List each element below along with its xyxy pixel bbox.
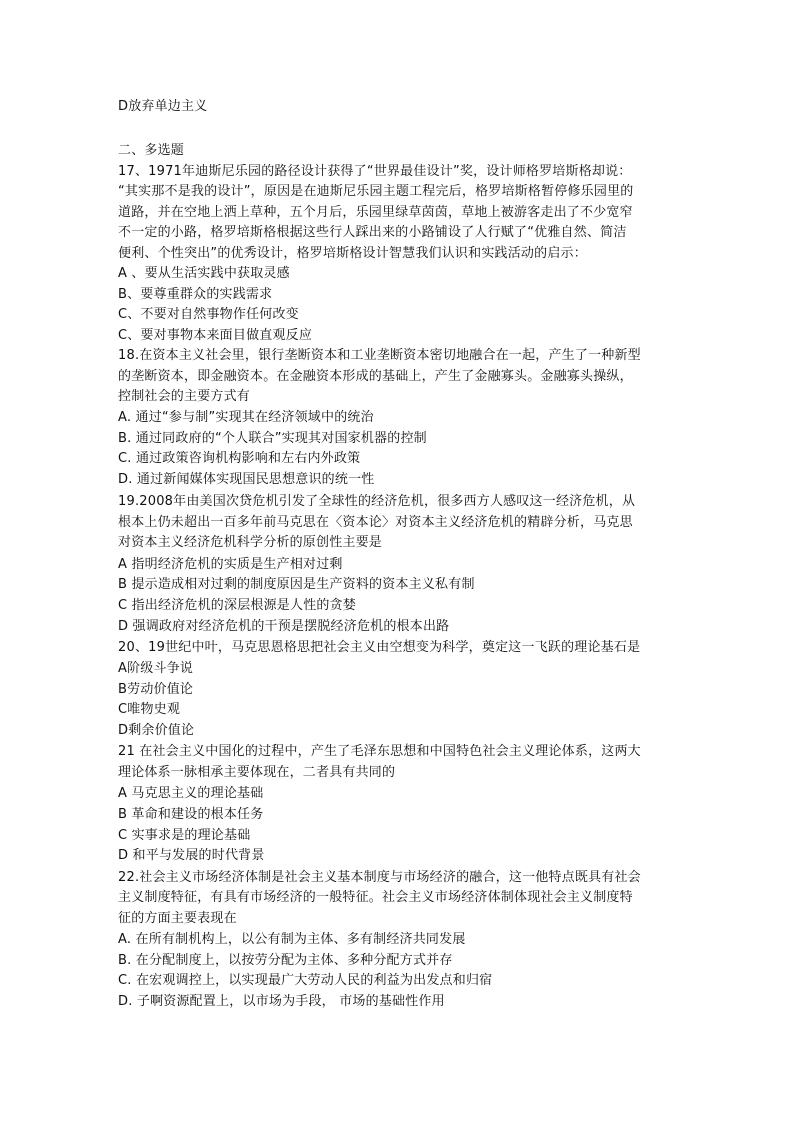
section-heading: 二、多选题 xyxy=(118,143,185,158)
option-line: A 、要从生活实践中获取灵感 xyxy=(118,266,290,281)
option-line: A. 在所有制机构上，以公有制为主体、多有制经济共同发展 xyxy=(118,932,466,947)
option-line: B、要尊重群众的实践需求 xyxy=(118,287,273,302)
option-line: C 实事求是的理论基础 xyxy=(118,828,251,843)
option-line: C、不要对自然事物作任何改变 xyxy=(118,307,299,322)
option-line: B. 在分配制度上，以按劳分配为主体、多种分配方式并存 xyxy=(118,953,453,968)
option-line: D放弃单边主义 xyxy=(118,99,208,114)
option-line: D剩余价值论 xyxy=(118,723,195,738)
option-line: B劳动价值论 xyxy=(118,682,194,697)
question-text: 控制社会的主要方式有 xyxy=(118,389,251,404)
option-line: C. 在宏观调控上，以实现最广大劳动人民的利益为出发点和归宿 xyxy=(118,973,493,988)
question-text: 的垄断资本，即金融资本。在金融资本形成的基础上，产生了金融寡头。金融寡头操纵， xyxy=(118,369,633,384)
question-text: 主义制度特征，有具有市场经济的一般特征。社会主义市场经济体制体现社会主义制度特 xyxy=(118,890,633,905)
option-line: B 革命和建设的根本任务 xyxy=(118,807,264,822)
option-line: A阶级斗争说 xyxy=(118,661,194,676)
question-text: 征的方面主要表现在 xyxy=(118,911,237,926)
question-text: 19.2008年由美国次贷危机引发了全球性的经济危机，很多西方人感叹这一经济危机，从 xyxy=(118,494,636,509)
option-line: B 提示造成相对过剩的制度原因是生产资料的资本主义私有制 xyxy=(118,577,475,592)
question-text: 18.在资本主义社会里，银行垄断资本和工业垄断资本密切地融合在一起，产生了一种新型 xyxy=(118,348,641,363)
option-line: A 指明经济危机的实质是生产相对过剩 xyxy=(118,557,343,572)
option-line: D 强调政府对经济危机的干预是摆脱经济危机的根本出路 xyxy=(118,619,450,634)
question-text: 便利、个性突出”的优秀设计，格罗培斯格设计智慧我们认识和实践活动的启示： xyxy=(118,246,587,261)
option-line: B. 通过同政府的“个人联合”实现其对国家机器的控制 xyxy=(118,431,427,446)
option-line: C唯物史观 xyxy=(118,702,181,717)
question-text: 17、1971年迪斯尼乐园的路径设计获得了“世界最佳设计”奖，设计师格罗培斯格却说： xyxy=(118,164,632,179)
option-line: A. 通过“参与制”实现其在经济领域中的统治 xyxy=(118,410,374,425)
question-text: 根本上仍未超出一百多年前马克思在〈资本论〉对资本主义经济危机的精辟分析，马克思 xyxy=(118,515,633,530)
option-line: D. 通过新闻媒体实现国民思想意识的统一性 xyxy=(118,472,375,487)
option-line: C. 通过政策咨询机构影响和左右内外政策 xyxy=(118,451,361,466)
question-text: 不一定的小路，格罗培斯格根据这些行人踩出来的小路铺设了人行赋了“优雅自然、简洁 xyxy=(118,225,627,240)
option-line: C、要对事物本来面目做直观反应 xyxy=(118,328,313,343)
question-text: 21 在社会主义中国化的过程中，产生了毛泽东思想和中国特色社会主义理论体系，这两大 xyxy=(118,744,641,759)
option-line: A 马克思主义的理论基础 xyxy=(118,786,264,801)
question-text: 20、19世纪中叶，马克思恩格思把社会主义由空想变为科学，奠定这一飞跃的理论基石是 xyxy=(118,640,641,655)
question-text: 理论体系一脉相承主要体现在，二者具有共同的 xyxy=(118,765,396,780)
option-line: D. 子啊资源配置上，以市场为手段， 市场的基础性作用 xyxy=(118,994,445,1009)
question-text: 道路，并在空地上洒上草种，五个月后，乐园里绿草茵茵，草地上被游客走出了不少宽窄 xyxy=(118,205,633,220)
question-text: 对资本主义经济危机科学分析的原创性主要是 xyxy=(118,535,383,550)
question-text: 22.社会主义市场经济体制是社会主义基本制度与市场经济的融合，这一他特点既具有社会 xyxy=(118,870,641,885)
option-line: D 和平与发展的时代背景 xyxy=(118,848,265,863)
question-text: “其实那不是我的设计”，原因是在迪斯尼乐园主题工程完后，格罗培斯格暂停修乐园里的 xyxy=(118,184,634,199)
option-line: C 指出经济危机的深层根源是人性的贪婪 xyxy=(118,598,357,613)
